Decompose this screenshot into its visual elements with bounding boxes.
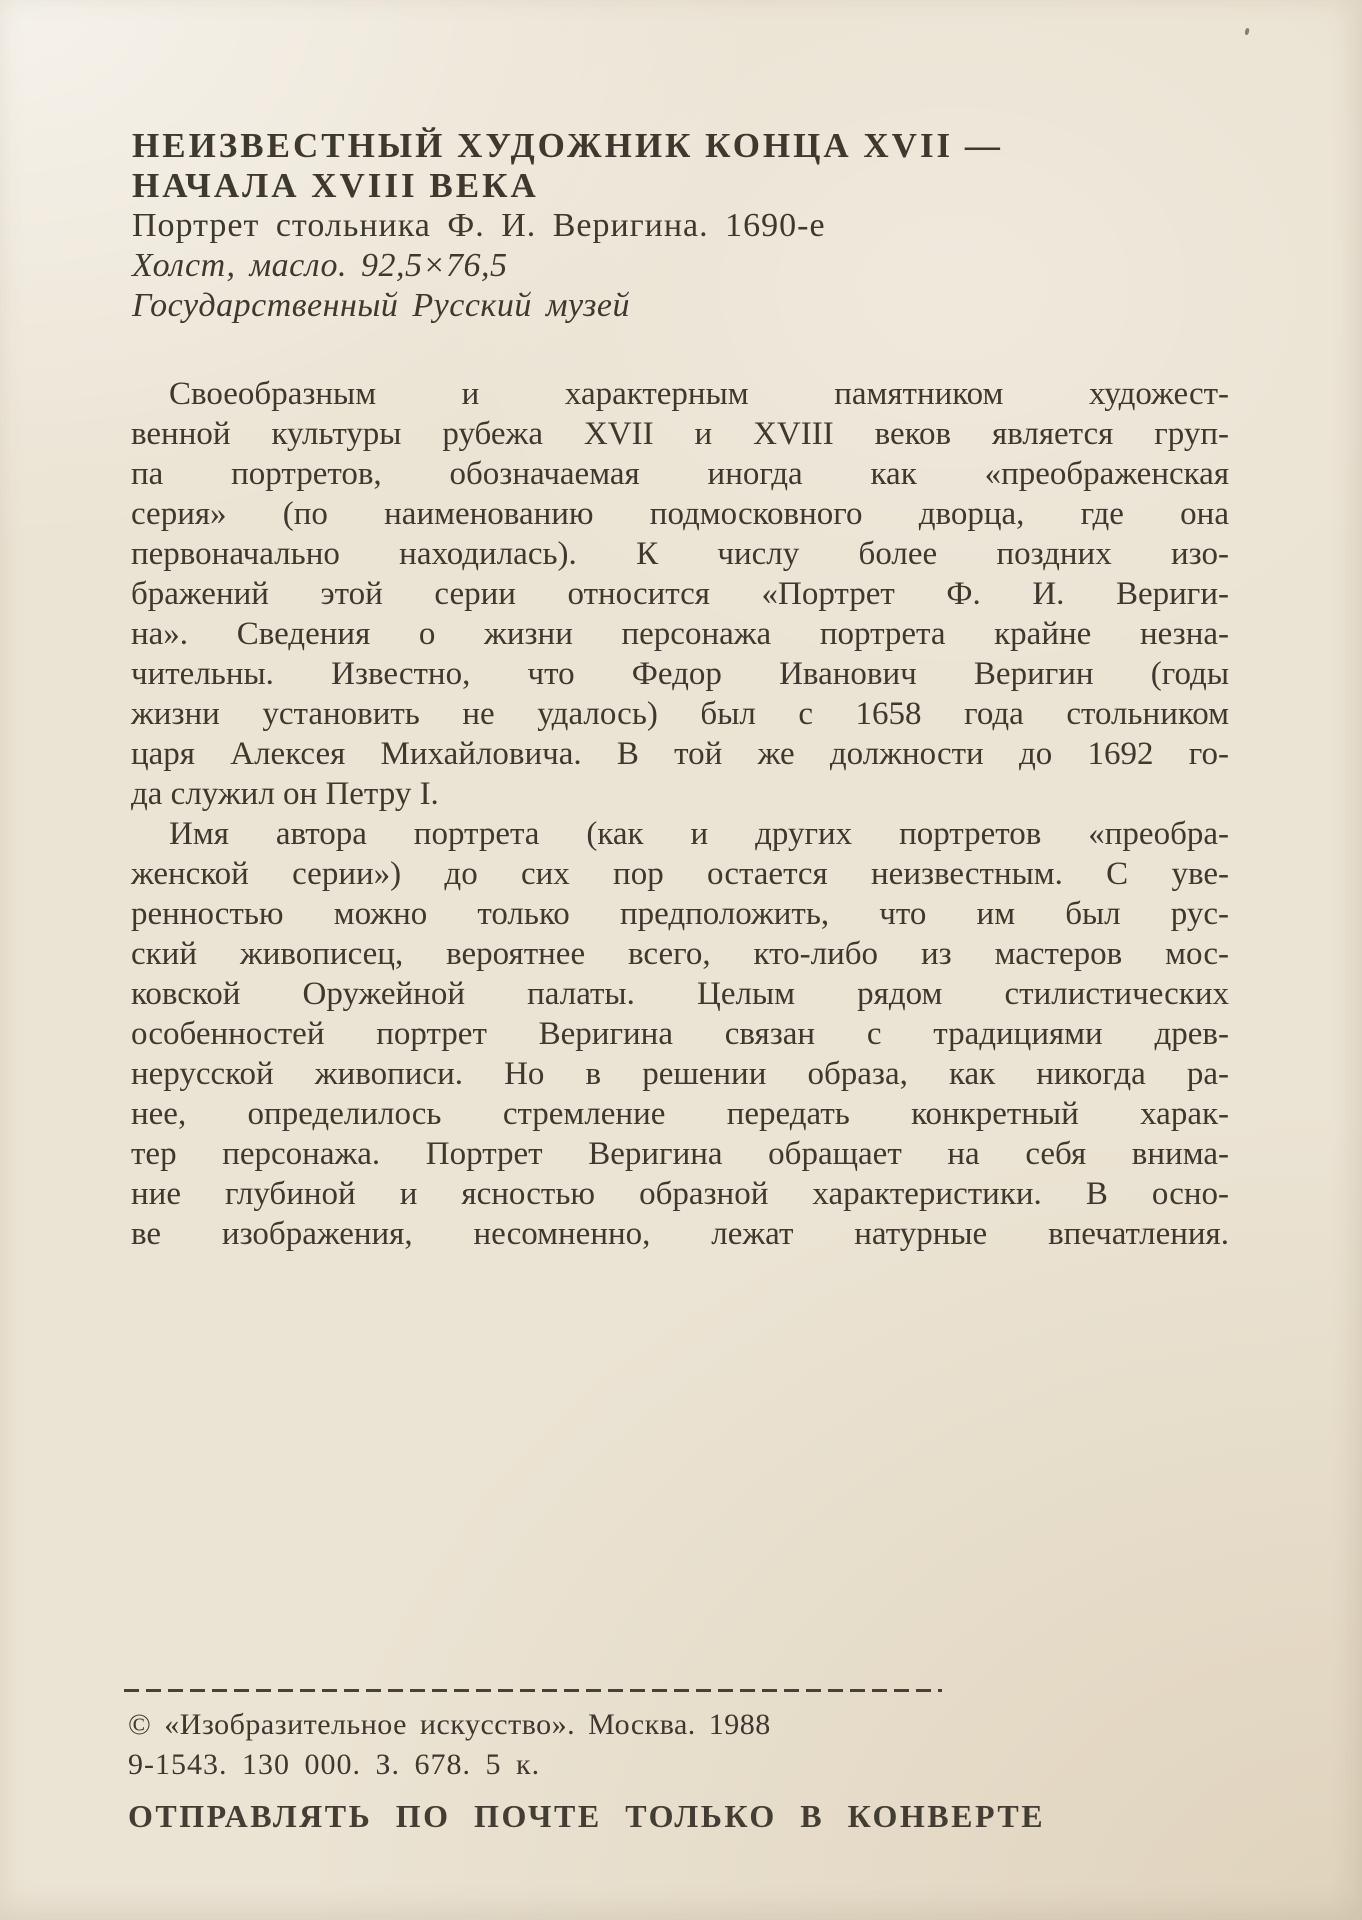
text-line: женской серии») до сих пор остается неизвестным. С уве- (131, 856, 1229, 892)
artist-title-line2: НАЧАЛА XVIII ВЕКА (132, 166, 539, 205)
text-line: Своеобразным и характерным памятником художест- (169, 376, 1229, 412)
text-line: жизни установить не удалось) был с 1658 года стольником (131, 696, 1229, 732)
artwork-caption (132, 126, 1232, 326)
text-line: первоначально находилась). К числу более поздних изо- (131, 536, 1229, 572)
artwork-medium-dimensions: Холст, масло. 92,5×76,5 (132, 247, 508, 284)
essay-paragraph-2 (131, 814, 1229, 1254)
text-line: чительны. Известно, что Федор Иванович Веригин (годы (131, 656, 1229, 692)
text-line: венной культуры рубежа XVII и XVIII веков является груп- (131, 416, 1229, 452)
text-line: на». Сведения о жизни персонажа портрета крайне незна- (131, 616, 1229, 652)
artwork-museum: Государственный Русский музей (132, 287, 631, 324)
text-line: царя Алексея Михайловича. В той же должности до 1692 го- (131, 736, 1229, 772)
text-line: особенностей портрет Веригина связан с традициями древ- (131, 1016, 1229, 1052)
paper-speck (1244, 28, 1250, 36)
mailing-notice: ОТПРАВЛЯТЬ ПО ПОЧТЕ ТОЛЬКО В КОНВЕРТЕ (128, 1798, 1046, 1834)
artist-title-line1: НЕИЗВЕСТНЫЙ ХУДОЖНИК КОНЦА XVII — (132, 126, 1003, 165)
text-line: нее, определилось стремление передать конкретный харак- (131, 1096, 1229, 1132)
text-line: Имя автора портрета (как и других портретов «преобра- (169, 816, 1229, 852)
text-line: нерусской живописи. Но в решении образа, как никогда ра- (131, 1056, 1229, 1092)
text-line: бражений этой серии относится «Портрет Ф. И. Вериги- (131, 576, 1229, 612)
dashed-divider (124, 1689, 942, 1692)
text-line: да служил он Петру I. (131, 776, 439, 812)
copyright-line: © «Изобразительное искусство». Москва. 1988 (128, 1708, 771, 1741)
text-line: ский живописец, вероятнее всего, кто-либо из мастеров мос- (131, 936, 1229, 972)
text-line: тер персонажа. Портрет Веригина обращает на себя внима- (131, 1136, 1229, 1172)
text-line: ренностью можно только предположить, что им был рус- (131, 896, 1229, 932)
text-line: серия» (по наименованию подмосковного дворца, где она (131, 496, 1229, 532)
print-code-line: 9-1543. 130 000. З. 678. 5 к. (128, 1748, 541, 1781)
text-line: ве изображения, несомненно, лежат натурные впечатления. (131, 1216, 1229, 1252)
essay-paragraph-1 (131, 374, 1229, 814)
essay-text (131, 374, 1229, 1254)
text-line: па портретов, обозначаемая иногда как «преображенская (131, 456, 1229, 492)
text-line: ние глубиной и ясностью образной характеристики. В осно- (131, 1176, 1229, 1212)
text-line: ковской Оружейной палаты. Целым рядом стилистических (131, 976, 1229, 1012)
artwork-title: Портрет стольника Ф. И. Веригина. 1690-е (132, 207, 826, 244)
